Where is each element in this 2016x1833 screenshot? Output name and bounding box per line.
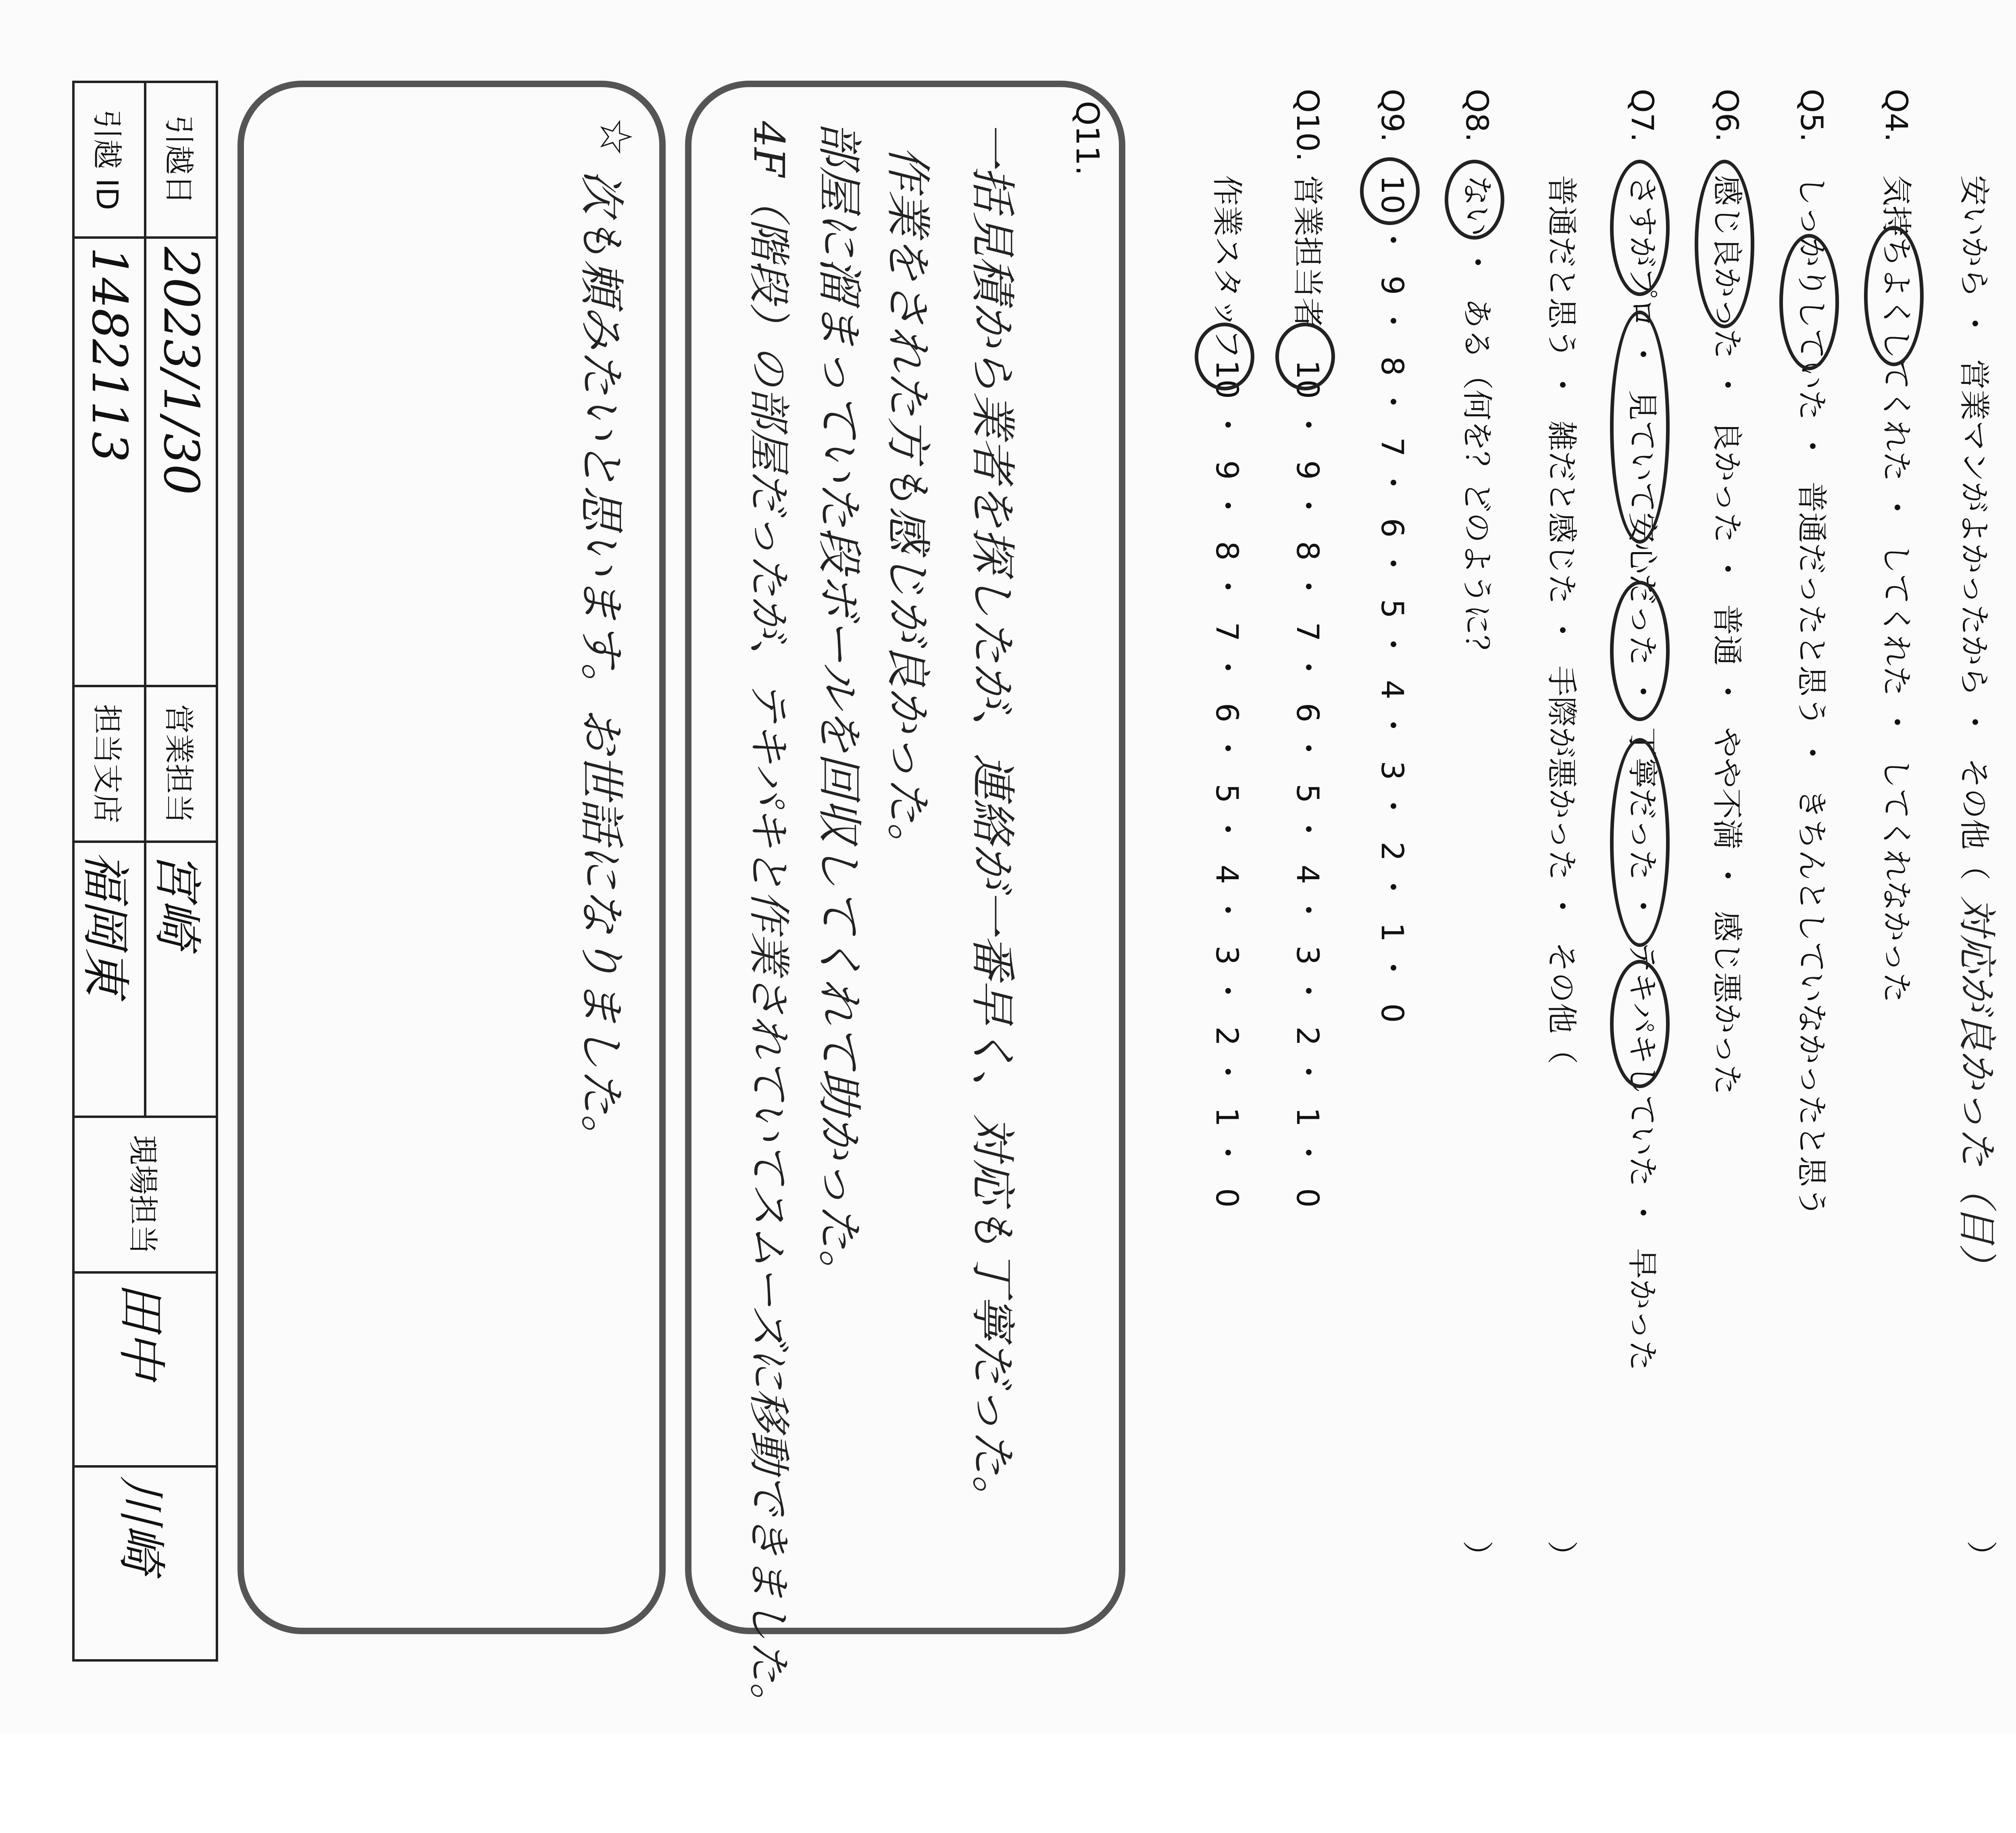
scale-option[interactable]: 9 [1375,275,1410,295]
question-q5: Q5. しっかりしていた・ 普通だったと思う・ きちんとしていなかったと思う [1794,89,1830,1218]
option[interactable]: 気持ちよくしてくれた [1879,175,1914,482]
option[interactable]: テキパキしていた [1624,941,1660,1187]
scale-option[interactable]: 6 [1290,703,1326,723]
question-q10-staff: 作業スタッフ 10・ 9・ 8・ 7・ 6・ 5・ 4・ 3・ 2・ 1・ 0 [1209,175,1245,1208]
question-q7: Q7. さすがプロ・ 見ていて安心だった・ 丁寧だった・ テキパキしていた・ 早かった [1624,89,1660,1371]
q11-label: Q11. [1069,101,1105,176]
table-header: 引越日 [145,82,217,238]
scale-option[interactable]: 4 [1209,864,1245,884]
handwritten-line: 作業をされた方も感じが良かった。 [881,145,934,868]
answer-circle [1195,323,1254,390]
option[interactable]: ある（何を？どのように？ [1459,298,1495,666]
question-q9: Q9. 10・ 9・ 8・ 7・ 6・ 5・ 4・ 3・ 2・ 1・ 0 [1375,89,1410,1023]
handwritten-line: 部屋に溜まっていた段ボールを回収してくれて助かった。 [813,121,865,1295]
option[interactable]: 見ていて安心だった [1624,390,1660,666]
scale-option[interactable]: 10 [1290,360,1326,399]
scale-option[interactable]: 7 [1209,622,1245,642]
option[interactable]: 良かった [1709,420,1745,543]
scale-option[interactable]: 4 [1290,864,1326,884]
scale-option[interactable]: 2 [1209,1026,1245,1046]
star-icon: ☆ [590,117,641,157]
option[interactable]: きちんとしていなかったと思う [1794,788,1830,1218]
answer-circle [1610,581,1670,721]
scale-option[interactable]: 3 [1290,945,1326,965]
option[interactable]: やや不満 [1709,727,1745,850]
scale-option[interactable]: 5 [1375,599,1410,619]
option[interactable]: 普通だったと思う [1794,482,1830,727]
option[interactable]: 丁寧だった [1624,727,1660,880]
option[interactable]: してくれた [1879,543,1914,696]
option[interactable]: 手際が悪かった [1544,665,1580,880]
answer-circle [1610,738,1670,947]
branch-value: 福岡東 [73,842,145,1117]
scale-option[interactable]: 1 [1290,1107,1326,1127]
question-q7-line2: 普通だと思う・ 雑だと感じた・ 手際が悪かった・ その他（ ） [1544,175,1580,1571]
handwritten-line: 4F（階段）の部屋だったが、テキパキと作業されていてスムーズに移動できました。 [744,121,793,1725]
scale-option[interactable]: 6 [1375,518,1410,538]
option[interactable]: 営業マンがよかったから [1956,359,1992,696]
question-q6: Q6. 感じ良かった・ 良かった・ 普通・ やや不満・ 感じ悪かった [1709,89,1745,1095]
question-label: Q10. [1290,89,1326,162]
answer-circle [1695,160,1754,328]
question-label: Q5. [1794,89,1830,142]
move-id-value: 1482113 [73,238,145,686]
scale-option[interactable]: 7 [1375,437,1410,457]
handwritten-line: 一括見積から業者を探したが、連絡が一番早く、対応も丁寧だった。 [966,121,1018,1520]
info-table [72,81,218,1662]
scale-option[interactable]: 2 [1375,841,1410,861]
scale-option[interactable]: 8 [1290,541,1326,561]
scale-option[interactable]: 6 [1209,703,1245,723]
scale-option[interactable]: 8 [1209,541,1245,561]
close-paren: ） [1544,1541,1580,1571]
answer-circle [1445,160,1504,240]
question-label: Q7. [1624,89,1660,142]
scale-option[interactable]: 3 [1209,945,1245,965]
scale-option[interactable]: 8 [1375,356,1410,376]
scale-option[interactable]: 1 [1375,922,1410,942]
option[interactable]: 普通 [1709,604,1745,666]
option[interactable]: 早かった [1624,1248,1660,1371]
question-label: Q8. [1459,89,1495,142]
answer-circle [1360,157,1420,225]
scale-option[interactable]: 5 [1209,784,1245,803]
option[interactable]: 雑だと感じた [1544,420,1580,605]
scale-option[interactable]: 3 [1375,761,1410,780]
question-q3-line2: 安いから・ 営業マンがよかったから・ その他（ 対応が良かった（目） ） [1954,175,1999,1571]
scale-option[interactable]: 10 [1209,360,1245,399]
table-header: 担当支店 [73,686,145,842]
table-row [145,82,217,1660]
site-staff-value: 川崎 [73,1466,217,1660]
question-label: Q4. [1879,89,1914,142]
scale-option[interactable]: 0 [1375,1003,1410,1023]
answer-circle [1864,226,1924,366]
option[interactable]: しっかりしていた [1794,175,1830,421]
option[interactable]: さすがプロ [1624,175,1660,329]
handwritten-line: 次も頼みたいと思います。お世話になりました。 [575,169,627,1160]
scale-option[interactable]: 4 [1375,680,1410,700]
q10-row-name: 営業担当者 [1290,175,1326,329]
table-header: 引越 ID [73,82,145,238]
option[interactable]: ない [1459,175,1495,237]
option[interactable]: その他（ [1544,941,1580,1064]
answer-circle [1610,311,1670,544]
question-label: Q9. [1375,89,1410,142]
question-q10: Q10. 営業担当者 10・ 9・ 8・ 7・ 6・ 5・ 4・ 3・ 2・ 1・ 0 [1290,89,1326,1208]
scale-option[interactable]: 9 [1290,460,1326,480]
table-header: 現場担当 [73,1117,217,1272]
move-date-value: 2023/1/30 [145,238,217,686]
answer-circle [1610,960,1670,1088]
question-label: Q6. [1709,89,1745,142]
scale-option[interactable]: 1 [1209,1107,1245,1127]
option[interactable]: その他（ [1956,757,1992,880]
close-paren: ） [1963,1541,1999,1571]
scale-option[interactable]: 5 [1290,784,1326,803]
option[interactable]: 普通だと思う [1544,175,1580,359]
option[interactable]: 感じ悪かった [1709,911,1745,1095]
close-paren: ） [1459,1541,1495,1571]
scale-option[interactable]: 7 [1290,622,1326,642]
handwritten-other: 対応が良かった（目） [1954,895,1999,1283]
answer-circle [1275,323,1335,390]
answer-circle [1779,234,1839,370]
q10-row-name: 作業スタッフ [1209,175,1245,359]
question-q4: Q4. 気持ちよくしてくれた・ してくれた・ してくれなかった [1879,89,1914,1003]
scale-option[interactable]: 0 [1290,1188,1326,1208]
scale-option[interactable]: 2 [1290,1026,1326,1046]
answer-circle [1610,160,1670,296]
scale-option[interactable]: 9 [1209,460,1245,480]
question-q8: Q8. ない・ ある（何を？どのように？ ） [1459,89,1495,1571]
sales-rep-value: 宮崎 [145,842,217,1117]
scale-option[interactable]: 10 [1375,175,1410,214]
option[interactable]: 感じ良かった [1709,175,1745,359]
scale-option[interactable]: 0 [1209,1188,1245,1208]
option[interactable]: してくれなかった [1879,757,1914,1003]
option[interactable]: 安いから [1956,175,1992,298]
site-staff-value: 田中 [73,1272,217,1466]
table-header: 営業担当 [145,686,217,842]
